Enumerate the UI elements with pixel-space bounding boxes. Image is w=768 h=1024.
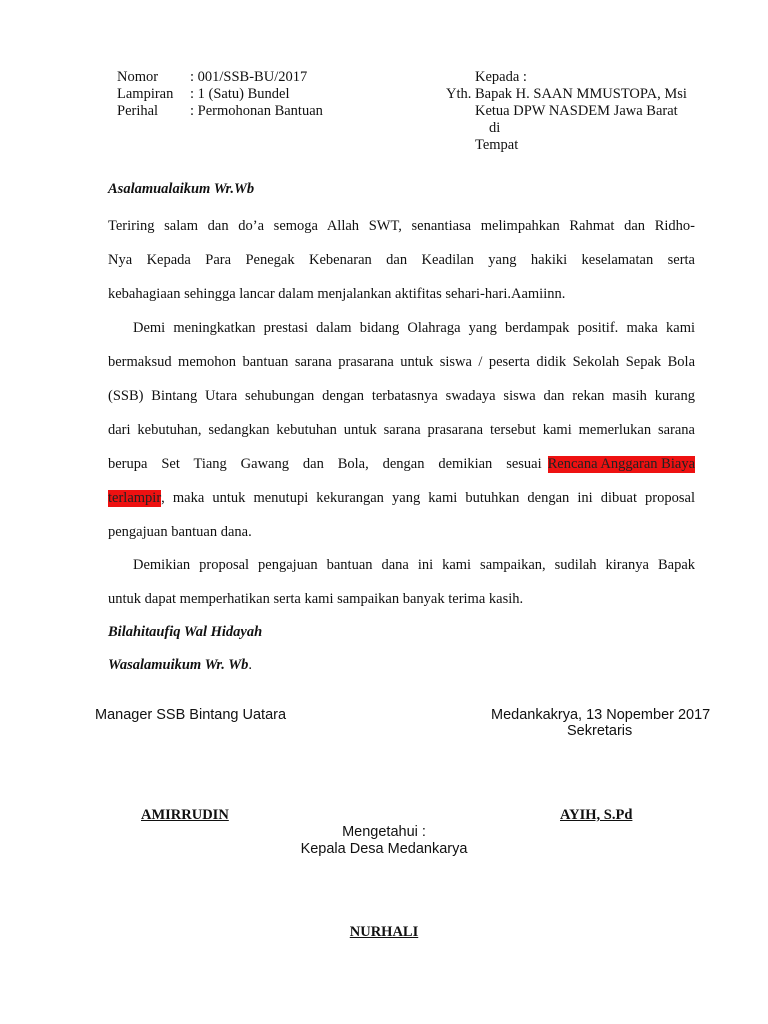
paragraph-line: Demikian proposal pengajuan bantuan dana ini kami sampaikan, sudilah kiranya Bapak [133,557,695,573]
paragraph-line: dari kebutuhan, sedangkan kebutuhan untuk sarana prasarana tersebut kami memerlukan sarana [108,422,695,438]
known-name: NURHALI [349,924,419,940]
perihal-value: : Permohonan Bantuan [190,103,323,119]
paragraph-line: (SSB) Bintang Utara sehubungan dengan terbatasnya swadaya siswa dan rekan masih kurang [108,388,695,404]
closing-line-1: Bilahitaufiq Wal Hidayah [108,624,263,640]
signature-right-title: Sekretaris [567,723,633,739]
place-date: Medankakrya, 13 Nopember 2017 [491,707,711,723]
paragraph-line: Teriring salam dan do’a semoga Allah SWT, senantiasa melimpahkan Rahmat dan Ridho- [108,218,695,234]
signature-left-name: AMIRRUDIN [141,807,229,823]
lampiran-value: : 1 (Satu) Bundel [190,86,290,102]
paragraph-line: Nya Kepada Para Penegak Kebenaran dan Keadilan yang hakiki keselamatan serta [108,252,695,268]
paragraph-line: Demi meningkatkan prestasi dalam bidang Olahraga yang berdampak positif. maka kami [133,320,695,336]
paragraph-line: untuk dapat memperhatikan serta kami sampaikan banyak terima kasih. [108,591,524,607]
lampiran-label: Lampiran [117,86,174,102]
perihal-label: Perihal [117,103,159,119]
recipient-kepada: Kepada : [475,69,527,85]
closing-line-2 [108,657,252,674]
highlighted-text: terlampir [108,490,162,506]
closing-text: Wasalamuikum Wr. Wb [108,657,249,673]
paragraph-line: kebahagiaan sehingga lancar dalam menjalankan aktifitas sehari-hari.Aamiinn. [108,286,566,302]
paragraph-text: berupa Set Tiang Gawang dan Bola, dengan demikian sesuai [108,456,542,472]
recipient-tempat: Tempat [475,137,519,153]
known-title: Kepala Desa Medankarya [300,841,468,857]
highlighted-text: Rencana Anggaran Biaya [547,456,695,472]
nomor-label: Nomor [117,69,159,85]
paragraph-line [108,456,695,473]
closing-dot: . [248,657,252,673]
paragraph-line: pengajuan bantuan dana. [108,524,252,540]
greeting: Asalamualaikum Wr.Wb [108,181,255,197]
nomor-value: : 001/SSB-BU/2017 [190,69,308,85]
recipient-di: di [489,120,501,136]
recipient-position: Ketua DPW NASDEM Jawa Barat [475,103,678,119]
known-label: Mengetahui : [342,824,426,840]
paragraph-text: , maka untuk menutupi kekurangan yang kami butuhkan dengan ini dibuat proposal [161,490,695,506]
paragraph-line: bermaksud memohon bantuan sarana prasarana untuk siswa / peserta didik Sekolah Sepak Bola [108,354,695,370]
paragraph-line [108,490,695,507]
recipient-name: Yth. Bapak H. SAAN MMUSTOPA, Msi [446,86,687,102]
signature-left-title: Manager SSB Bintang Uatara [95,707,287,723]
signature-right-name: AYIH, S.Pd [560,807,633,823]
